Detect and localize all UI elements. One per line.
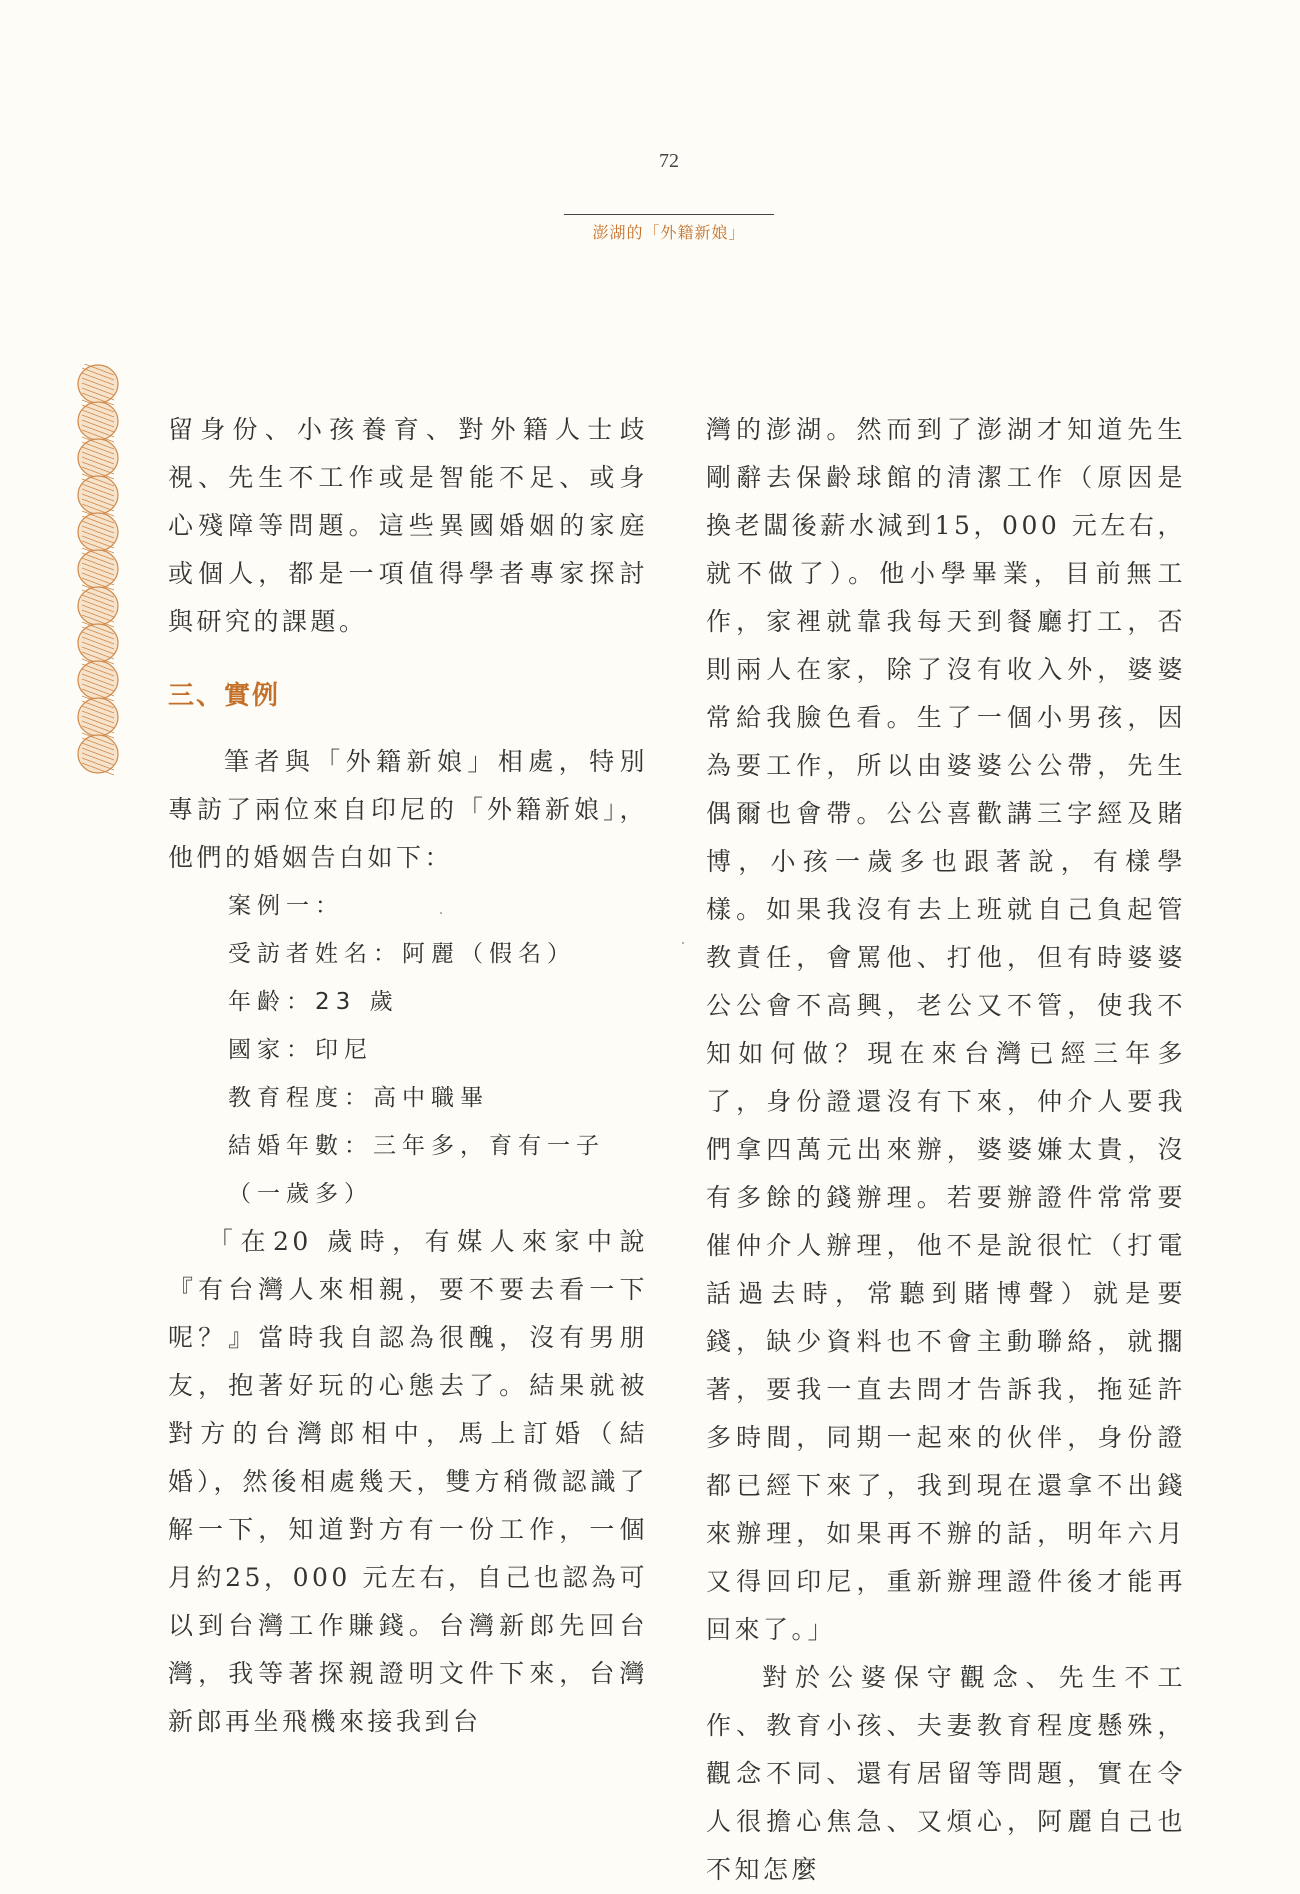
case-education: 教育程度：高中職畢 bbox=[228, 1085, 489, 1111]
page-number: 72 bbox=[659, 150, 679, 172]
quote-paragraph: 「在20 歲時，有媒人來家中說『有台灣人來相親，要不要去看一下呢？』當時我自認為很醜，沒有男朋友，抱著好玩的心態去了。結果就被對方的台灣郎相中，馬上訂婚（結婚），然後相處幾天，雙方稍微認識了解一下，知道對方有一份工作，一個月約25，000 元左右，自己也認為可以到台灣工作賺錢。台灣新郎先回台灣，我等著探親證明文件下來，台灣新郎再坐飛機來接我到台 bbox=[168, 1227, 648, 1736]
header-rule bbox=[564, 214, 774, 215]
scan-speck bbox=[440, 912, 442, 914]
case-title: 案例一： bbox=[228, 893, 344, 919]
case-marriage: 結婚年數：三年多，育有一子（一歲多） bbox=[228, 1133, 605, 1207]
case-name: 受訪者姓名：阿麗（假名） bbox=[228, 941, 576, 967]
intro-paragraph: 筆者與「外籍新娘」相處，特別專訪了兩位來自印尼的「外籍新娘」，他們的婚姻告白如下： bbox=[168, 747, 648, 872]
section-heading: 三、實例 bbox=[168, 681, 281, 711]
left-column bbox=[168, 406, 648, 1746]
scan-speck bbox=[682, 942, 684, 944]
next-paragraph: 對於公婆保守觀念、先生不工作、教育小孩、夫妻教育程度懸殊，觀念不同、還有居留等問題，實在令人很擔心焦急、又煩心，阿麗自己也不知怎麼 bbox=[706, 1663, 1186, 1884]
paragraph-continued: 留身份、小孩養育、對外籍人士歧視、先生不工作或是智能不足、或身心殘障等問題。這些異國婚姻的家庭或個人，都是一項值得學者專家探討與研究的課題。 bbox=[168, 415, 648, 636]
woven-oval-chain-icon bbox=[72, 364, 124, 784]
case-age: 年齡：23 歲 bbox=[228, 989, 399, 1015]
right-column bbox=[706, 406, 1186, 1894]
case-country: 國家：印尼 bbox=[228, 1037, 373, 1063]
quote-continued: 灣的澎湖。然而到了澎湖才知道先生剛辭去保齡球館的清潔工作（原因是換老闆後薪水減到15，000 元左右，就不做了）。他小學畢業，目前無工作，家裡就靠我每天到餐廳打工，否則兩人在家，除了沒有收入外，婆婆常給我臉色看。生了一個小男孩，因為要工作，所以由婆婆公公帶，先生偶爾也會帶。公公喜歡講三字經及賭博，小孩一歲多也跟著說，有樣學樣。如果我沒有去上班就自己負起管教責任，會罵他、打他，但有時婆婆公公會不高興，老公又不管，使我不知如何做？現在來台灣已經三年多了，身份證還沒有下來，仲介人要我們拿四萬元出來辦，婆婆嫌太貴，沒有多餘的錢辦理。若要辦證件常常要催仲介人辦理，他不是說很忙（打電話過去時，常聽到賭博聲）就是要錢，缺少資料也不會主動聯絡，就擱著，要我一直去問才告訴我，拖延許多時間，同期一起來的伙伴，身份證都已經下來了，我到現在還拿不出錢來辦理，如果再不辦的話，明年六月又得回印尼，重新辦理證件後才能再回來了。」 bbox=[706, 415, 1186, 1644]
running-title: 澎湖的「外籍新娘」 bbox=[592, 223, 746, 242]
